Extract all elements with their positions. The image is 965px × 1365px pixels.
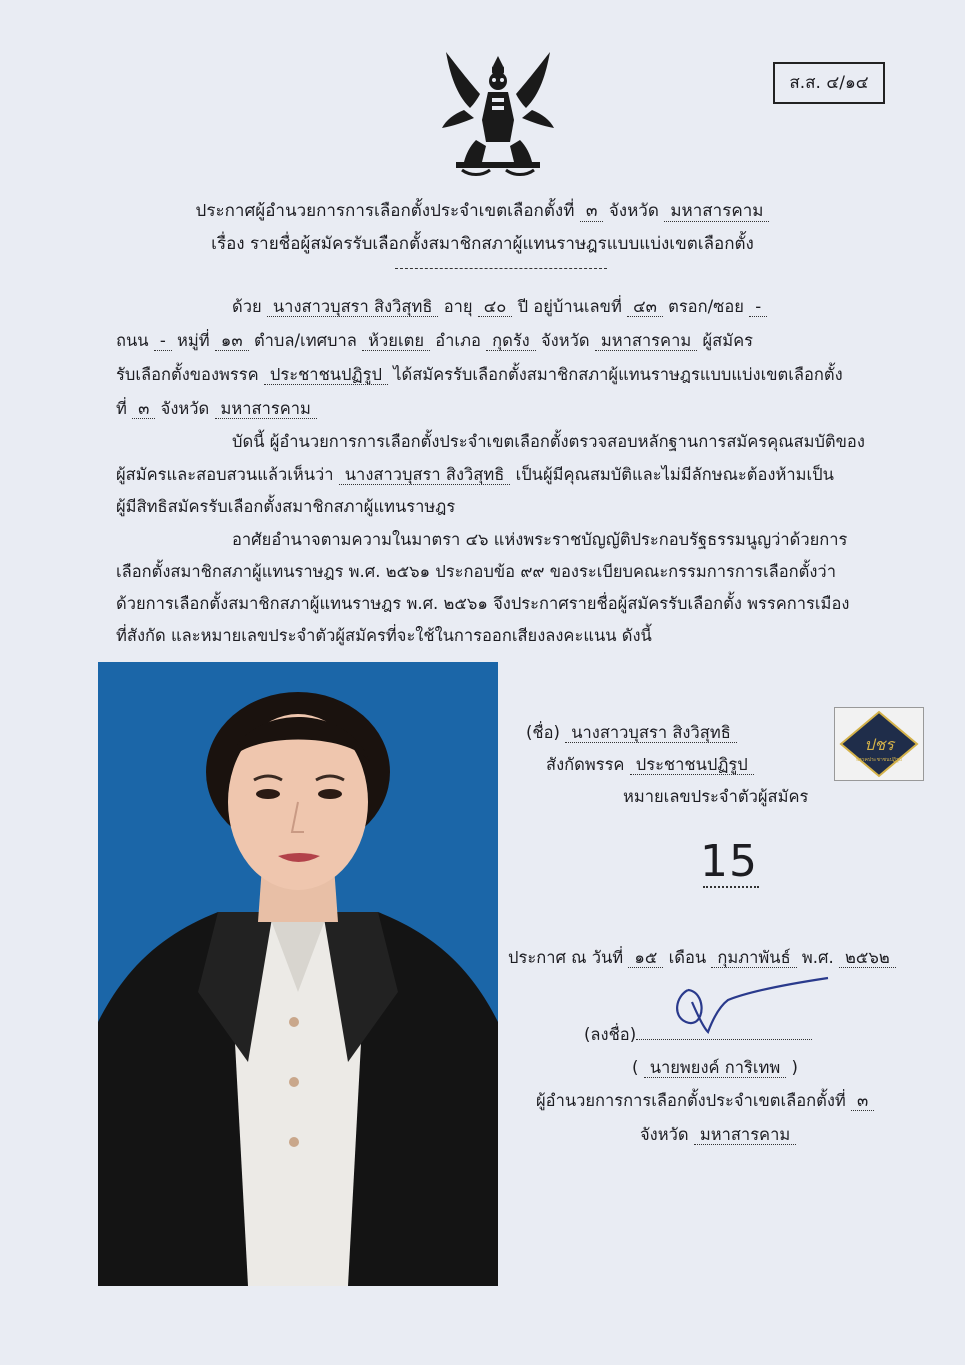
announce-month: กุมภาพันธ์	[711, 948, 796, 968]
candidate-photo	[98, 662, 498, 1286]
para3-line1: อาศัยอำนาจตามความในมาตรา ๔๖ แห่งพระราชบัญญัติประกอบรัฐธรรมนูญว่าด้วยการ	[232, 530, 848, 549]
party-logo-abbr: ปชร	[864, 735, 894, 754]
signer-position: ผู้อำนวยการการเลือกตั้งประจำเขตเลือกตั้งที่	[536, 1091, 846, 1110]
moo-field: ๑๓	[215, 331, 249, 351]
name-label: (ชื่อ)	[526, 723, 560, 742]
para3-line4: ที่สังกัด และหมายเลขประจำตัวผู้สมัครที่จะใช้ในการออกเสียงลงคะแนน ดังนี้	[116, 626, 652, 645]
announcement-subject: เรื่อง รายชื่อผู้สมัครรับเลือกตั้งสมาชิกสภาผู้แทนราษฎรแบบแบ่งเขตเลือกตั้ง	[211, 234, 754, 254]
para1-line2	[116, 328, 753, 354]
signer-name: นายพยงค์ การิเทพ	[644, 1058, 787, 1078]
district-no-field: ๓	[132, 399, 155, 419]
amphoe-label: อำเภอ	[435, 331, 481, 350]
candidate-name-field: นางสาวบุสรา สิงวิสุทธิ	[267, 297, 439, 317]
signer-district: ๓	[851, 1091, 874, 1111]
age-field: ๔๐	[478, 297, 513, 317]
para2-line2	[116, 462, 834, 488]
para1-line3	[116, 362, 843, 388]
sign-label: (ลงชื่อ)	[584, 1025, 637, 1044]
year-label: พ.ศ.	[801, 948, 834, 967]
candidate-number: 15	[700, 836, 758, 887]
para2-suffix: เป็นผู้มีคุณสมบัติและไม่มีลักษณะต้องห้ามเป็น	[515, 465, 834, 484]
announcement-date-row	[508, 945, 896, 971]
age-label: อายุ	[443, 297, 473, 316]
para2-line1: บัดนี้ ผู้อำนวยการการเลือกตั้งประจำเขตเลือกตั้งตรวจสอบหลักฐานการสมัครคุณสมบัติของ	[232, 432, 865, 451]
district-prefix: ที่	[116, 399, 127, 418]
road-label: ถนน	[116, 331, 149, 350]
candidate-number-label: หมายเลขประจำตัวผู้สมัคร	[623, 787, 809, 806]
party-field: ประชาชนปฏิรูป	[264, 365, 388, 385]
candidate-number-underline	[703, 886, 759, 888]
title-prefix: ประกาศผู้อำนวยการการเลือกตั้งประจำเขตเลือกตั้งที่	[195, 201, 575, 221]
candidate-name: นางสาวบุสรา สิงวิสุทธิ	[565, 723, 737, 743]
by-word: ด้วย	[232, 297, 262, 316]
amphoe-field: กุดรัง	[486, 331, 536, 351]
announce-day: ๑๕	[628, 948, 663, 968]
signer-open-paren: (	[632, 1058, 639, 1077]
subdistrict-label: ตำบล/เทศบาล	[253, 331, 357, 350]
garuda-emblem-icon	[436, 48, 560, 180]
para2-line3: ผู้มีสิทธิสมัครรับเลือกตั้งสมาชิกสภาผู้แทนราษฎร	[116, 497, 456, 516]
announcement-title	[0, 197, 965, 224]
header-district-no: ๓	[580, 201, 604, 222]
signer-province: มหาสารคาม	[694, 1125, 796, 1145]
alley-field: -	[749, 297, 767, 317]
sign-line	[636, 1039, 812, 1040]
header-province: มหาสารคาม	[664, 201, 769, 222]
party-label: สังกัดพรรค	[546, 755, 625, 774]
divider	[395, 268, 607, 269]
signer-province-label: จังหวัด	[640, 1125, 689, 1144]
announce-year: ๒๕๖๒	[839, 948, 896, 968]
road-field: -	[154, 331, 172, 351]
subdistrict-field: ห้วยเตย	[362, 331, 430, 351]
para2-name-field: นางสาวบุสรา สิงวิสุทธิ	[339, 465, 511, 485]
district-province-label: จังหวัด	[160, 399, 210, 418]
signer-position-row	[536, 1088, 874, 1114]
moo-label: หมู่ที่	[177, 331, 210, 350]
candidate-party-row	[546, 752, 754, 778]
candidate-name-row	[526, 720, 737, 746]
house-no-field: ๔๓	[627, 297, 663, 317]
province-field: มหาสารคาม	[595, 331, 697, 351]
party-prefix: รับเลือกตั้งของพรรค	[116, 365, 259, 384]
para3-line3: ด้วยการเลือกตั้งสมาชิกสภาผู้แทนราษฎร พ.ศ. ๒๕๖๑ จึงประกาศรายชื่อผู้สมัครรับเลือกตั้ง พรรคการเมือง	[116, 594, 850, 613]
signer-close-paren: )	[791, 1058, 798, 1077]
party-logo-full: พรรคประชาชนปฏิรูป	[856, 757, 902, 763]
party-logo	[834, 707, 924, 781]
form-code-box: ส.ส. ๔/๑๔	[773, 62, 885, 104]
candidate-party: ประชาชนปฏิรูป	[630, 755, 754, 775]
para2-prefix: ผู้สมัครและสอบสวนแล้วเห็นว่า	[116, 465, 334, 484]
candidate-word: ผู้สมัคร	[702, 331, 753, 350]
month-label: เดือน	[668, 948, 707, 967]
alley-label: ตรอก/ซอย	[668, 297, 744, 316]
para3-line2: เลือกตั้งสมาชิกสภาผู้แทนราษฎร พ.ศ. ๒๕๖๑ ประกอบข้อ ๙๙ ของระเบียบคณะกรรมการการเลือกตั้งว่า	[116, 562, 836, 581]
sign-row	[584, 1022, 812, 1048]
province-label: จังหวัด	[540, 331, 590, 350]
house-label: ปี อยู่บ้านเลขที่	[517, 297, 622, 316]
signer-province-row	[640, 1122, 796, 1148]
announce-prefix: ประกาศ ณ วันที่	[508, 948, 624, 967]
applied-text: ได้สมัครรับเลือกตั้งสมาชิกสภาผู้แทนราษฎรแบบแบ่งเขตเลือกตั้ง	[393, 365, 843, 384]
header-province-label: จังหวัด	[608, 201, 659, 221]
para1-line1	[232, 294, 767, 320]
para1-line4	[116, 396, 317, 422]
district-province-field: มหาสารคาม	[215, 399, 317, 419]
signer-row	[632, 1055, 798, 1081]
